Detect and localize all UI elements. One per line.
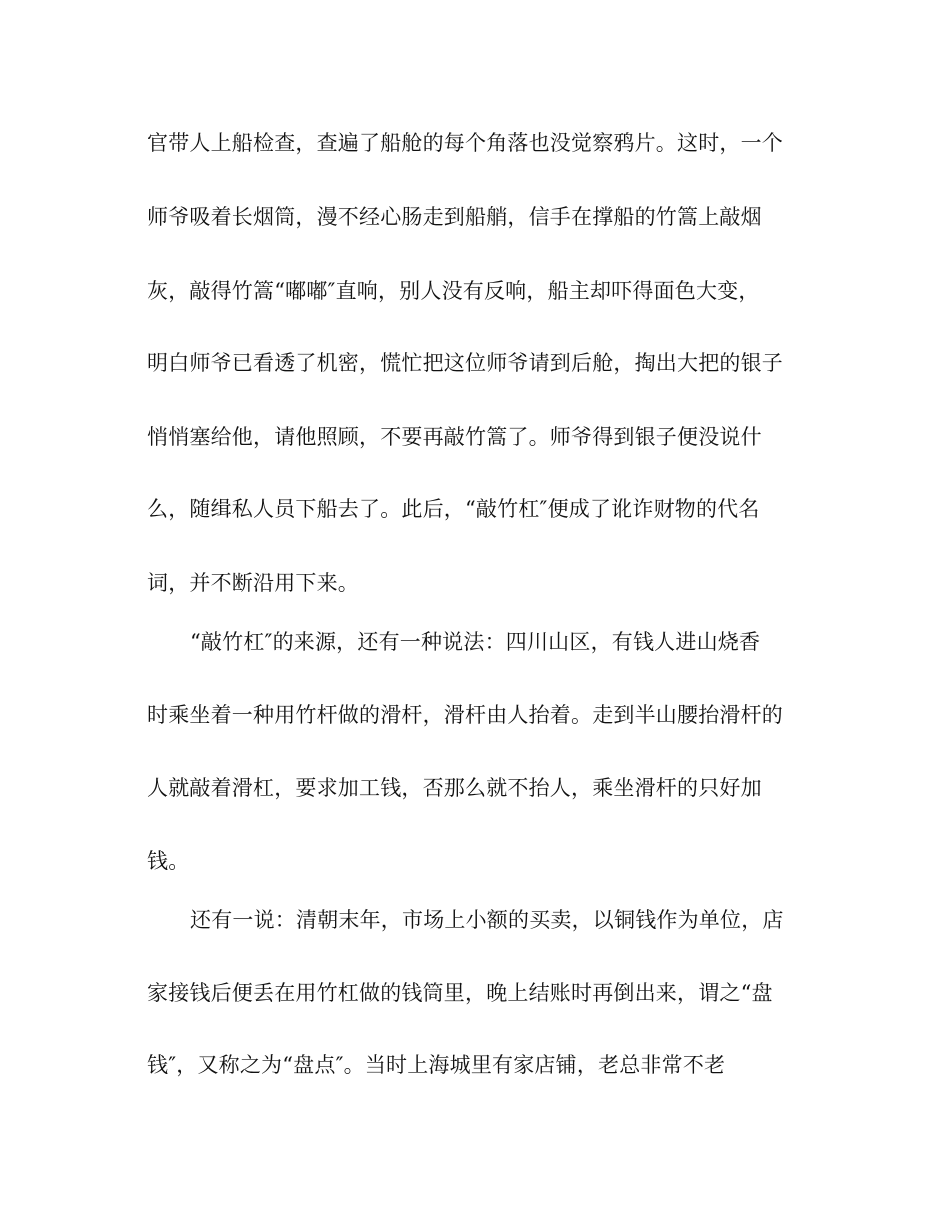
- text-line: 灰，敲得竹篙“嘟嘟″直响，别人没有反响，船主却吓得面色大变，: [147, 279, 760, 303]
- text-line: 家接钱后便丢在用竹杠做的钱筒里，晚上结账时再倒出来，谓之“盘: [147, 981, 773, 1005]
- text-line: 人就敲着滑杠，要求加工钱，否那么就不抬人，乘坐滑杆的只好加: [147, 776, 762, 800]
- text-line: 师爷吸着长烟筒，漫不经心肠走到船艄，信手在撑船的竹篙上敲烟: [147, 205, 762, 229]
- text-line: 还有一说：清朝末年，市场上小额的买卖，以铜钱作为单位，店: [190, 908, 784, 932]
- text-line: 官带人上船检查，查遍了船舱的每个角落也没觉察鸦片。这时，一个: [147, 131, 783, 155]
- text-line: 钱″，又称之为“盘点″。当时上海城里有家店铺，老总非常不老: [147, 1053, 726, 1077]
- text-line: 么，随缉私人员下船去了。此后，“敲竹杠″便成了讹诈财物的代名: [147, 497, 760, 521]
- text-line: 钱。: [147, 849, 190, 873]
- text-line: 悄悄塞给他，请他照顾，不要再敲竹篙了。师爷得到银子便没说什: [147, 425, 762, 449]
- text-line: 时乘坐着一种用竹杆做的滑杆，滑杆由人抬着。走到半山腰抬滑杆的: [147, 703, 783, 727]
- text-line: 明白师爷已看透了机密，慌忙把这位师爷请到后舱，掏出大把的银子: [147, 351, 783, 375]
- text-line: “敲竹杠″的来源，还有一种说法：四川山区，有钱人进山烧香: [190, 630, 761, 654]
- text-line: 词，并不断沿用下来。: [147, 571, 359, 595]
